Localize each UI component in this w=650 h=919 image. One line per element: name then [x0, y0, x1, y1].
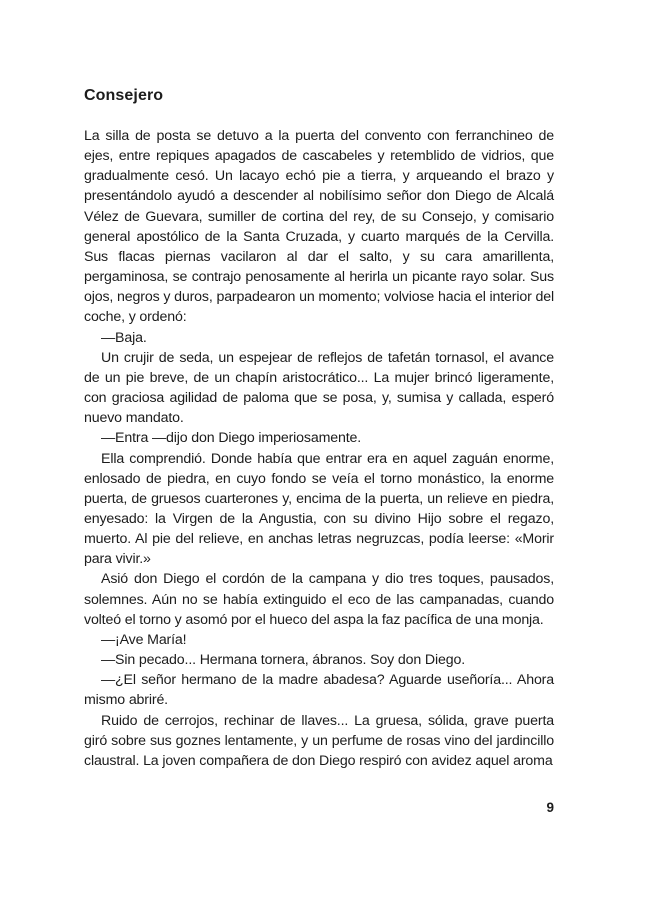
paragraph: La silla de posta se detuvo a la puerta del convento con ferranchineo de ejes, entre repiques apagados de cascabeles y retemblido de vidrios, que gradualmente cesó. Un lacayo echó pie a tierra, y arqueando el brazo y presentándolo ayudó a descender al nobilísimo señor don Diego de Alcalá Vélez de Guevara, sumiller de cortina del rey, de su Consejo, y comisario general apostólico de la Santa Cruzada, y cuarto marqués de la Cervilla. Sus flacas piernas vacilaron al dar el salto, y su cara amarillenta, pergaminosa, se contrajo penosamente al herirla un picante rayo solar. Sus ojos, negros y duros, parpadearon un momento; volviose hacia el interior del coche, y ordenó: [84, 128, 554, 326]
chapter-title: Consejero [84, 87, 164, 104]
page-number: 9 [546, 800, 554, 815]
paragraph: Ruido de cerrojos, rechinar de llaves... La gruesa, sólida, grave puerta giró sobre sus goznes lentamente, y un perfume de rosas vino del jardincillo claustral. La joven compañera de don Diego respiró con avidez aquel aroma [84, 712, 554, 769]
book-page [84, 0, 554, 919]
paragraph: —Baja. [101, 329, 147, 346]
paragraph: —¡Ave María! [101, 631, 187, 648]
paragraph: —Entra —dijo don Diego imperiosamente. [101, 430, 362, 447]
paragraph: —Sin pecado... Hermana tornera, ábranos. Soy don Diego. [101, 652, 465, 669]
paragraph: —¿El señor hermano de la madre abadesa? Aguarde useñoría... Ahora mismo abriré. [84, 672, 554, 709]
body-text [84, 126, 554, 771]
paragraph: Ella comprendió. Donde había que entrar era en aquel zaguán enorme, enlosado de piedra, en cuyo fondo se veía el torno monástico, la enorme puerta, de gruesos cuarterones y, encima de la puerta, un relieve en piedra, enyesado: la Virgen de la Angustia, con su divino Hijo sobre el regazo, muerto. Al pie del relieve, en anchas letras negruzcas, podía leerse: «Morir para vivir.» [84, 450, 554, 568]
paragraph: Asió don Diego el cordón de la campana y dio tres toques, pausados, solemnes. Aún no se había extinguido el eco de las campanadas, cuando volteó el torno y asomó por el hueco del aspa la faz pacífica de una monja. [84, 571, 554, 628]
paragraph: Un crujir de seda, un espejear de reflejos de tafetán tornasol, el avance de un pie breve, de un chapín aristocrático... La mujer brincó ligeramente, con graciosa agilidad de paloma que se posa, y, sumisa y callada, esperó nuevo mandato. [84, 349, 554, 427]
